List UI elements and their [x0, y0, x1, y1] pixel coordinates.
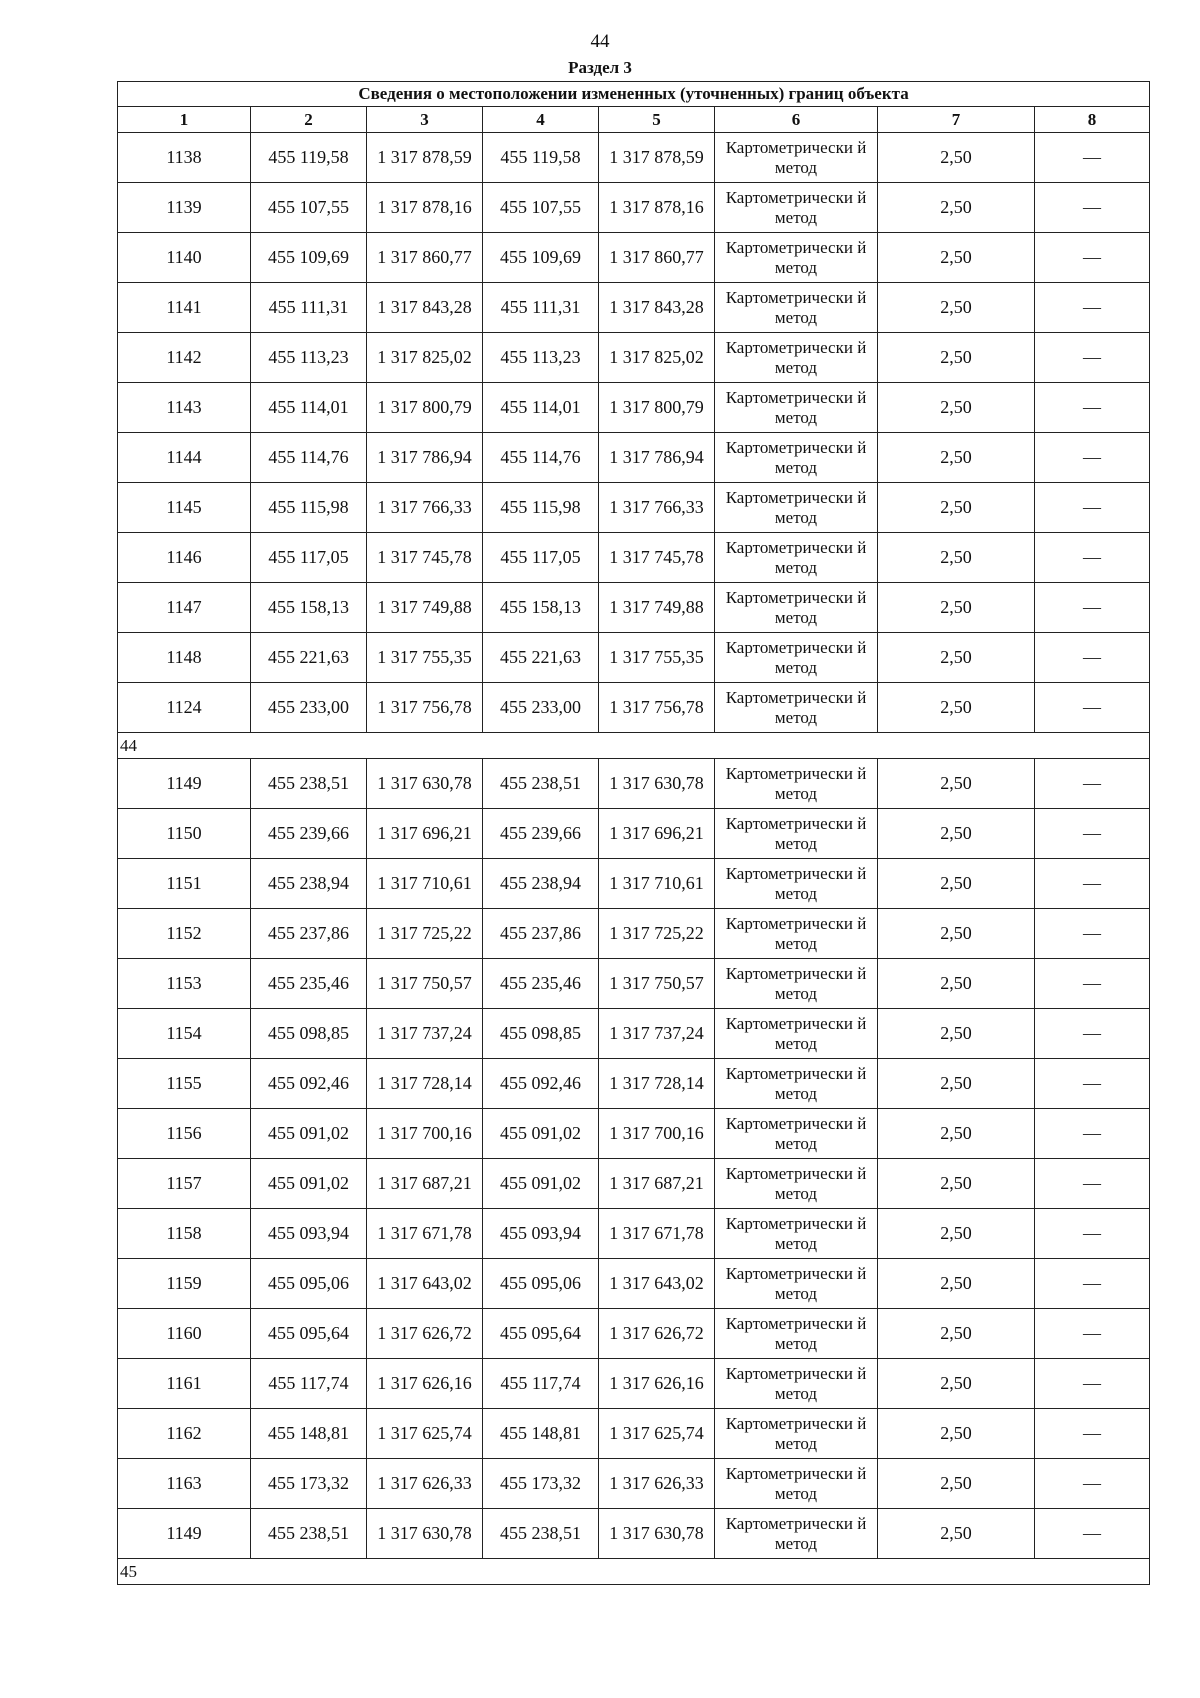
y-coordinate-cell: 1 317 878,59	[367, 133, 483, 183]
table-row	[118, 1109, 1150, 1159]
point-number-cell: 1148	[118, 633, 251, 683]
y-coordinate-cell: 1 317 696,21	[599, 809, 715, 859]
column-number: 1	[118, 107, 251, 133]
y-coordinate-cell: 1 317 700,16	[599, 1109, 715, 1159]
method-cell: Картометрически й метод	[715, 183, 878, 233]
table-row	[118, 433, 1150, 483]
method-cell: Картометрически й метод	[715, 583, 878, 633]
y-coordinate-cell: 1 317 750,57	[599, 959, 715, 1009]
page-separator-label: 44	[118, 733, 1150, 759]
y-coordinate-cell: 1 317 745,78	[367, 533, 483, 583]
note-cell: —	[1035, 483, 1150, 533]
accuracy-cell: 2,50	[878, 133, 1035, 183]
method-cell: Картометрически й метод	[715, 1459, 878, 1509]
y-coordinate-cell: 1 317 630,78	[367, 1509, 483, 1559]
x-coordinate-cell: 455 117,74	[483, 1359, 599, 1409]
note-cell: —	[1035, 583, 1150, 633]
x-coordinate-cell: 455 117,74	[251, 1359, 367, 1409]
x-coordinate-cell: 455 238,51	[483, 1509, 599, 1559]
accuracy-cell: 2,50	[878, 1109, 1035, 1159]
method-cell: Картометрически й метод	[715, 1109, 878, 1159]
accuracy-cell: 2,50	[878, 683, 1035, 733]
y-coordinate-cell: 1 317 626,16	[599, 1359, 715, 1409]
table-row	[118, 633, 1150, 683]
column-number-row	[118, 107, 1150, 133]
y-coordinate-cell: 1 317 878,16	[599, 183, 715, 233]
y-coordinate-cell: 1 317 710,61	[599, 859, 715, 909]
note-cell: —	[1035, 1459, 1150, 1509]
table-row	[118, 483, 1150, 533]
x-coordinate-cell: 455 111,31	[483, 283, 599, 333]
method-cell: Картометрически й метод	[715, 683, 878, 733]
accuracy-cell: 2,50	[878, 1009, 1035, 1059]
x-coordinate-cell: 455 119,58	[483, 133, 599, 183]
point-number-cell: 1153	[118, 959, 251, 1009]
point-number-cell: 1145	[118, 483, 251, 533]
point-number-cell: 1149	[118, 1509, 251, 1559]
y-coordinate-cell: 1 317 745,78	[599, 533, 715, 583]
x-coordinate-cell: 455 091,02	[251, 1109, 367, 1159]
table-body	[118, 133, 1150, 1585]
y-coordinate-cell: 1 317 725,22	[599, 909, 715, 959]
y-coordinate-cell: 1 317 737,24	[599, 1009, 715, 1059]
accuracy-cell: 2,50	[878, 383, 1035, 433]
x-coordinate-cell: 455 235,46	[483, 959, 599, 1009]
note-cell: —	[1035, 1409, 1150, 1459]
table-row	[118, 133, 1150, 183]
y-coordinate-cell: 1 317 825,02	[367, 333, 483, 383]
x-coordinate-cell: 455 109,69	[251, 233, 367, 283]
x-coordinate-cell: 455 091,02	[483, 1109, 599, 1159]
x-coordinate-cell: 455 095,06	[251, 1259, 367, 1309]
table-row	[118, 233, 1150, 283]
accuracy-cell: 2,50	[878, 1259, 1035, 1309]
method-cell: Картометрически й метод	[715, 809, 878, 859]
point-number-cell: 1141	[118, 283, 251, 333]
x-coordinate-cell: 455 107,55	[483, 183, 599, 233]
note-cell: —	[1035, 1259, 1150, 1309]
table-row	[118, 583, 1150, 633]
method-cell: Картометрически й метод	[715, 1059, 878, 1109]
method-cell: Картометрически й метод	[715, 1009, 878, 1059]
point-number-cell: 1143	[118, 383, 251, 433]
x-coordinate-cell: 455 114,01	[251, 383, 367, 433]
x-coordinate-cell: 455 221,63	[251, 633, 367, 683]
column-number: 3	[367, 107, 483, 133]
y-coordinate-cell: 1 317 800,79	[367, 383, 483, 433]
method-cell: Картометрически й метод	[715, 759, 878, 809]
accuracy-cell: 2,50	[878, 959, 1035, 1009]
note-cell: —	[1035, 683, 1150, 733]
y-coordinate-cell: 1 317 755,35	[599, 633, 715, 683]
method-cell: Картометрически й метод	[715, 283, 878, 333]
table-row	[118, 1509, 1150, 1559]
y-coordinate-cell: 1 317 671,78	[367, 1209, 483, 1259]
method-cell: Картометрически й метод	[715, 1159, 878, 1209]
note-cell: —	[1035, 1509, 1150, 1559]
x-coordinate-cell: 455 237,86	[483, 909, 599, 959]
y-coordinate-cell: 1 317 800,79	[599, 383, 715, 433]
point-number-cell: 1140	[118, 233, 251, 283]
accuracy-cell: 2,50	[878, 433, 1035, 483]
y-coordinate-cell: 1 317 625,74	[599, 1409, 715, 1459]
table-row	[118, 859, 1150, 909]
x-coordinate-cell: 455 238,94	[483, 859, 599, 909]
note-cell: —	[1035, 433, 1150, 483]
x-coordinate-cell: 455 111,31	[251, 283, 367, 333]
x-coordinate-cell: 455 091,02	[251, 1159, 367, 1209]
accuracy-cell: 2,50	[878, 483, 1035, 533]
x-coordinate-cell: 455 095,06	[483, 1259, 599, 1309]
note-cell: —	[1035, 1059, 1150, 1109]
y-coordinate-cell: 1 317 766,33	[367, 483, 483, 533]
y-coordinate-cell: 1 317 878,16	[367, 183, 483, 233]
y-coordinate-cell: 1 317 626,72	[599, 1309, 715, 1359]
table-row	[118, 1259, 1150, 1309]
table-row	[118, 1459, 1150, 1509]
accuracy-cell: 2,50	[878, 1059, 1035, 1109]
point-number-cell: 1146	[118, 533, 251, 583]
x-coordinate-cell: 455 173,32	[483, 1459, 599, 1509]
note-cell: —	[1035, 959, 1150, 1009]
x-coordinate-cell: 455 107,55	[251, 183, 367, 233]
x-coordinate-cell: 455 237,86	[251, 909, 367, 959]
y-coordinate-cell: 1 317 756,78	[367, 683, 483, 733]
column-number: 7	[878, 107, 1035, 133]
y-coordinate-cell: 1 317 626,33	[367, 1459, 483, 1509]
y-coordinate-cell: 1 317 755,35	[367, 633, 483, 683]
accuracy-cell: 2,50	[878, 533, 1035, 583]
accuracy-cell: 2,50	[878, 183, 1035, 233]
x-coordinate-cell: 455 114,76	[483, 433, 599, 483]
method-cell: Картометрически й метод	[715, 1509, 878, 1559]
x-coordinate-cell: 455 235,46	[251, 959, 367, 1009]
method-cell: Картометрически й метод	[715, 433, 878, 483]
x-coordinate-cell: 455 115,98	[251, 483, 367, 533]
x-coordinate-cell: 455 239,66	[483, 809, 599, 859]
y-coordinate-cell: 1 317 626,72	[367, 1309, 483, 1359]
y-coordinate-cell: 1 317 860,77	[599, 233, 715, 283]
table-row	[118, 1159, 1150, 1209]
y-coordinate-cell: 1 317 630,78	[599, 1509, 715, 1559]
column-number: 5	[599, 107, 715, 133]
x-coordinate-cell: 455 114,76	[251, 433, 367, 483]
accuracy-cell: 2,50	[878, 759, 1035, 809]
x-coordinate-cell: 455 158,13	[483, 583, 599, 633]
note-cell: —	[1035, 283, 1150, 333]
method-cell: Картометрически й метод	[715, 1409, 878, 1459]
x-coordinate-cell: 455 095,64	[483, 1309, 599, 1359]
accuracy-cell: 2,50	[878, 333, 1035, 383]
method-cell: Картометрически й метод	[715, 1309, 878, 1359]
y-coordinate-cell: 1 317 626,33	[599, 1459, 715, 1509]
y-coordinate-cell: 1 317 630,78	[599, 759, 715, 809]
accuracy-cell: 2,50	[878, 583, 1035, 633]
table-caption: Сведения о местоположении измененных (уточненных) границ объекта	[118, 82, 1150, 107]
point-number-cell: 1161	[118, 1359, 251, 1409]
section-title: Раздел 3	[568, 58, 632, 77]
note-cell: —	[1035, 809, 1150, 859]
point-number-cell: 1139	[118, 183, 251, 233]
y-coordinate-cell: 1 317 625,74	[367, 1409, 483, 1459]
y-coordinate-cell: 1 317 749,88	[367, 583, 483, 633]
y-coordinate-cell: 1 317 843,28	[599, 283, 715, 333]
y-coordinate-cell: 1 317 786,94	[599, 433, 715, 483]
point-number-cell: 1155	[118, 1059, 251, 1109]
x-coordinate-cell: 455 095,64	[251, 1309, 367, 1359]
y-coordinate-cell: 1 317 860,77	[367, 233, 483, 283]
table-row	[118, 1009, 1150, 1059]
x-coordinate-cell: 455 158,13	[251, 583, 367, 633]
table-row	[118, 909, 1150, 959]
column-number: 8	[1035, 107, 1150, 133]
table-caption-row	[118, 82, 1150, 107]
point-number-cell: 1158	[118, 1209, 251, 1259]
note-cell: —	[1035, 633, 1150, 683]
note-cell: —	[1035, 759, 1150, 809]
x-coordinate-cell: 455 113,23	[251, 333, 367, 383]
accuracy-cell: 2,50	[878, 233, 1035, 283]
page-separator-row	[118, 1559, 1150, 1585]
point-number-cell: 1163	[118, 1459, 251, 1509]
note-cell: —	[1035, 333, 1150, 383]
table-row	[118, 283, 1150, 333]
x-coordinate-cell: 455 238,94	[251, 859, 367, 909]
note-cell: —	[1035, 1359, 1150, 1409]
y-coordinate-cell: 1 317 728,14	[367, 1059, 483, 1109]
y-coordinate-cell: 1 317 750,57	[367, 959, 483, 1009]
note-cell: —	[1035, 1309, 1150, 1359]
table-row	[118, 183, 1150, 233]
point-number-cell: 1142	[118, 333, 251, 383]
note-cell: —	[1035, 909, 1150, 959]
table-row	[118, 333, 1150, 383]
x-coordinate-cell: 455 092,46	[483, 1059, 599, 1109]
x-coordinate-cell: 455 093,94	[251, 1209, 367, 1259]
x-coordinate-cell: 455 238,51	[483, 759, 599, 809]
point-number-cell: 1147	[118, 583, 251, 633]
x-coordinate-cell: 455 092,46	[251, 1059, 367, 1109]
y-coordinate-cell: 1 317 843,28	[367, 283, 483, 333]
boundary-coordinates-table	[117, 81, 1150, 1585]
y-coordinate-cell: 1 317 671,78	[599, 1209, 715, 1259]
point-number-cell: 1144	[118, 433, 251, 483]
x-coordinate-cell: 455 117,05	[483, 533, 599, 583]
y-coordinate-cell: 1 317 687,21	[599, 1159, 715, 1209]
x-coordinate-cell: 455 098,85	[251, 1009, 367, 1059]
note-cell: —	[1035, 1209, 1150, 1259]
method-cell: Картометрически й метод	[715, 1359, 878, 1409]
y-coordinate-cell: 1 317 728,14	[599, 1059, 715, 1109]
page-number: 44	[590, 31, 610, 52]
note-cell: —	[1035, 1159, 1150, 1209]
accuracy-cell: 2,50	[878, 1309, 1035, 1359]
x-coordinate-cell: 455 114,01	[483, 383, 599, 433]
method-cell: Картометрически й метод	[715, 859, 878, 909]
method-cell: Картометрически й метод	[715, 1209, 878, 1259]
y-coordinate-cell: 1 317 756,78	[599, 683, 715, 733]
y-coordinate-cell: 1 317 626,16	[367, 1359, 483, 1409]
point-number-cell: 1151	[118, 859, 251, 909]
x-coordinate-cell: 455 173,32	[251, 1459, 367, 1509]
point-number-cell: 1138	[118, 133, 251, 183]
x-coordinate-cell: 455 233,00	[483, 683, 599, 733]
method-cell: Картометрически й метод	[715, 909, 878, 959]
method-cell: Картометрически й метод	[715, 1259, 878, 1309]
point-number-cell: 1152	[118, 909, 251, 959]
accuracy-cell: 2,50	[878, 1209, 1035, 1259]
accuracy-cell: 2,50	[878, 283, 1035, 333]
table-row	[118, 759, 1150, 809]
y-coordinate-cell: 1 317 700,16	[367, 1109, 483, 1159]
table-row	[118, 383, 1150, 433]
table-row	[118, 959, 1150, 1009]
method-cell: Картометрически й метод	[715, 959, 878, 1009]
accuracy-cell: 2,50	[878, 1359, 1035, 1409]
note-cell: —	[1035, 1109, 1150, 1159]
table-row	[118, 1309, 1150, 1359]
y-coordinate-cell: 1 317 737,24	[367, 1009, 483, 1059]
x-coordinate-cell: 455 238,51	[251, 1509, 367, 1559]
accuracy-cell: 2,50	[878, 633, 1035, 683]
x-coordinate-cell: 455 238,51	[251, 759, 367, 809]
y-coordinate-cell: 1 317 749,88	[599, 583, 715, 633]
table-row	[118, 1409, 1150, 1459]
y-coordinate-cell: 1 317 630,78	[367, 759, 483, 809]
x-coordinate-cell: 455 239,66	[251, 809, 367, 859]
method-cell: Картометрически й метод	[715, 383, 878, 433]
y-coordinate-cell: 1 317 643,02	[599, 1259, 715, 1309]
method-cell: Картометрически й метод	[715, 133, 878, 183]
point-number-cell: 1150	[118, 809, 251, 859]
note-cell: —	[1035, 233, 1150, 283]
x-coordinate-cell: 455 221,63	[483, 633, 599, 683]
y-coordinate-cell: 1 317 825,02	[599, 333, 715, 383]
accuracy-cell: 2,50	[878, 1459, 1035, 1509]
accuracy-cell: 2,50	[878, 909, 1035, 959]
x-coordinate-cell: 455 098,85	[483, 1009, 599, 1059]
table-row	[118, 1059, 1150, 1109]
x-coordinate-cell: 455 119,58	[251, 133, 367, 183]
accuracy-cell: 2,50	[878, 859, 1035, 909]
y-coordinate-cell: 1 317 710,61	[367, 859, 483, 909]
x-coordinate-cell: 455 148,81	[251, 1409, 367, 1459]
point-number-cell: 1160	[118, 1309, 251, 1359]
note-cell: —	[1035, 383, 1150, 433]
column-number: 4	[483, 107, 599, 133]
note-cell: —	[1035, 183, 1150, 233]
point-number-cell: 1162	[118, 1409, 251, 1459]
x-coordinate-cell: 455 113,23	[483, 333, 599, 383]
method-cell: Картометрически й метод	[715, 483, 878, 533]
method-cell: Картометрически й метод	[715, 533, 878, 583]
method-cell: Картометрически й метод	[715, 333, 878, 383]
point-number-cell: 1156	[118, 1109, 251, 1159]
y-coordinate-cell: 1 317 878,59	[599, 133, 715, 183]
table-row	[118, 533, 1150, 583]
x-coordinate-cell: 455 093,94	[483, 1209, 599, 1259]
method-cell: Картометрически й метод	[715, 233, 878, 283]
accuracy-cell: 2,50	[878, 1159, 1035, 1209]
y-coordinate-cell: 1 317 696,21	[367, 809, 483, 859]
x-coordinate-cell: 455 233,00	[251, 683, 367, 733]
accuracy-cell: 2,50	[878, 1509, 1035, 1559]
method-cell: Картометрически й метод	[715, 633, 878, 683]
x-coordinate-cell: 455 109,69	[483, 233, 599, 283]
x-coordinate-cell: 455 115,98	[483, 483, 599, 533]
point-number-cell: 1157	[118, 1159, 251, 1209]
y-coordinate-cell: 1 317 786,94	[367, 433, 483, 483]
table-row	[118, 809, 1150, 859]
point-number-cell: 1124	[118, 683, 251, 733]
x-coordinate-cell: 455 091,02	[483, 1159, 599, 1209]
table-row	[118, 1359, 1150, 1409]
note-cell: —	[1035, 1009, 1150, 1059]
y-coordinate-cell: 1 317 725,22	[367, 909, 483, 959]
note-cell: —	[1035, 859, 1150, 909]
point-number-cell: 1159	[118, 1259, 251, 1309]
note-cell: —	[1035, 133, 1150, 183]
page-separator-label: 45	[118, 1559, 1150, 1585]
page-separator-row	[118, 733, 1150, 759]
x-coordinate-cell: 455 117,05	[251, 533, 367, 583]
note-cell: —	[1035, 533, 1150, 583]
y-coordinate-cell: 1 317 766,33	[599, 483, 715, 533]
point-number-cell: 1149	[118, 759, 251, 809]
table-row	[118, 683, 1150, 733]
y-coordinate-cell: 1 317 687,21	[367, 1159, 483, 1209]
accuracy-cell: 2,50	[878, 809, 1035, 859]
column-number: 6	[715, 107, 878, 133]
table-row	[118, 1209, 1150, 1259]
point-number-cell: 1154	[118, 1009, 251, 1059]
column-number: 2	[251, 107, 367, 133]
y-coordinate-cell: 1 317 643,02	[367, 1259, 483, 1309]
accuracy-cell: 2,50	[878, 1409, 1035, 1459]
x-coordinate-cell: 455 148,81	[483, 1409, 599, 1459]
